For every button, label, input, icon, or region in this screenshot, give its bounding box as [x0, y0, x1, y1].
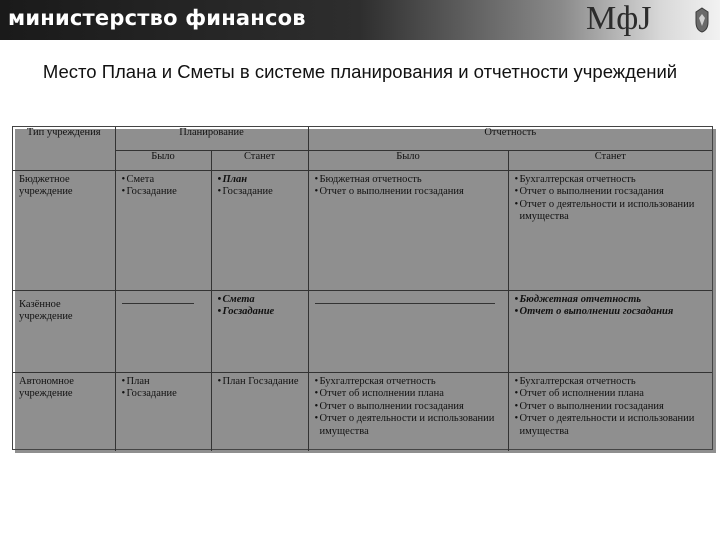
planning-label: Планирование [179, 127, 244, 138]
list-item: • Госзадание [218, 306, 306, 319]
report-will-cell [508, 170, 712, 290]
list-item: • План [122, 376, 209, 389]
table-row [13, 170, 712, 290]
report-was-header: Было [308, 150, 508, 170]
emblem-icon [692, 6, 712, 34]
list-item: • Госзадание [122, 388, 209, 401]
plan-was-header: Было [115, 150, 211, 170]
reporting-group-header [308, 127, 712, 150]
report-will-cell [508, 290, 712, 372]
plan-was-cell [115, 290, 211, 372]
list-item: • Отчет о деятельности и использовании имущества [515, 413, 711, 438]
planning-group-header [115, 127, 308, 150]
report-will-header: Станет [508, 150, 712, 170]
row-header-cell [13, 127, 115, 170]
list-item: • Отчет о выполнении госзадания [315, 401, 506, 414]
list-item: • Бухгалтерская отчетность [315, 376, 506, 389]
header-bar [0, 0, 720, 40]
list-item: • Бухгалтерская отчетность [515, 174, 711, 187]
plan-will-cell [211, 170, 308, 290]
list-item: • Отчет о выполнении госзадания [515, 401, 711, 414]
list-item: • Бухгалтерская отчетность [515, 376, 711, 389]
plan-was-cell [115, 170, 211, 290]
planning-reporting-table [13, 127, 712, 451]
reporting-label: Отчетность [484, 127, 537, 138]
plan-will-header: Станет [211, 150, 308, 170]
list-item: • Отчет о выполнении госзадания [315, 186, 506, 199]
list-item: • План [218, 174, 306, 187]
row-type-label: Казённое учреждение [13, 290, 115, 372]
list-item: • Отчет об исполнении плана [315, 388, 506, 401]
list-item: • Госзадание [218, 186, 306, 199]
logo-text: МфJ [586, 0, 652, 37]
list-item: • План Госзадание [218, 376, 306, 389]
table-row [13, 372, 712, 451]
report-was-cell [308, 170, 508, 290]
row-type-label: Бюджетное учреждение [13, 170, 115, 290]
ministry-name: министерство финансов [8, 6, 306, 30]
empty-dash [122, 303, 194, 304]
plan-will-cell [211, 372, 308, 451]
report-was-cell [308, 372, 508, 451]
row-type-label: Автономное учреждение [13, 372, 115, 451]
list-item: • Отчет о выполнении госзадания [515, 306, 711, 319]
plan-was-cell [115, 372, 211, 451]
list-item: • Бюджетная отчетность [515, 294, 711, 307]
report-was-cell [308, 290, 508, 372]
list-item: • Отчет о выполнении госзадания [515, 186, 711, 199]
list-item: • Отчет о деятельности и использовании имущества [315, 413, 506, 438]
page-title: Место Плана и Сметы в системе планирования и отчетности учреждений [42, 61, 678, 82]
list-item: • Смета [122, 174, 209, 187]
plan-will-cell [211, 290, 308, 372]
list-item: • Бюджетная отчетность [315, 174, 506, 187]
list-item: • Госзадание [122, 186, 209, 199]
report-will-cell [508, 372, 712, 451]
table-row [13, 290, 712, 372]
list-item: • Смета [218, 294, 306, 307]
row-header-label: Тип учреждения [26, 127, 101, 138]
list-item: • Отчет о деятельности и использовании имущества [515, 199, 711, 224]
ministry-logo [586, 2, 690, 38]
list-item: • Отчет об исполнении плана [515, 388, 711, 401]
empty-dash [315, 303, 495, 304]
